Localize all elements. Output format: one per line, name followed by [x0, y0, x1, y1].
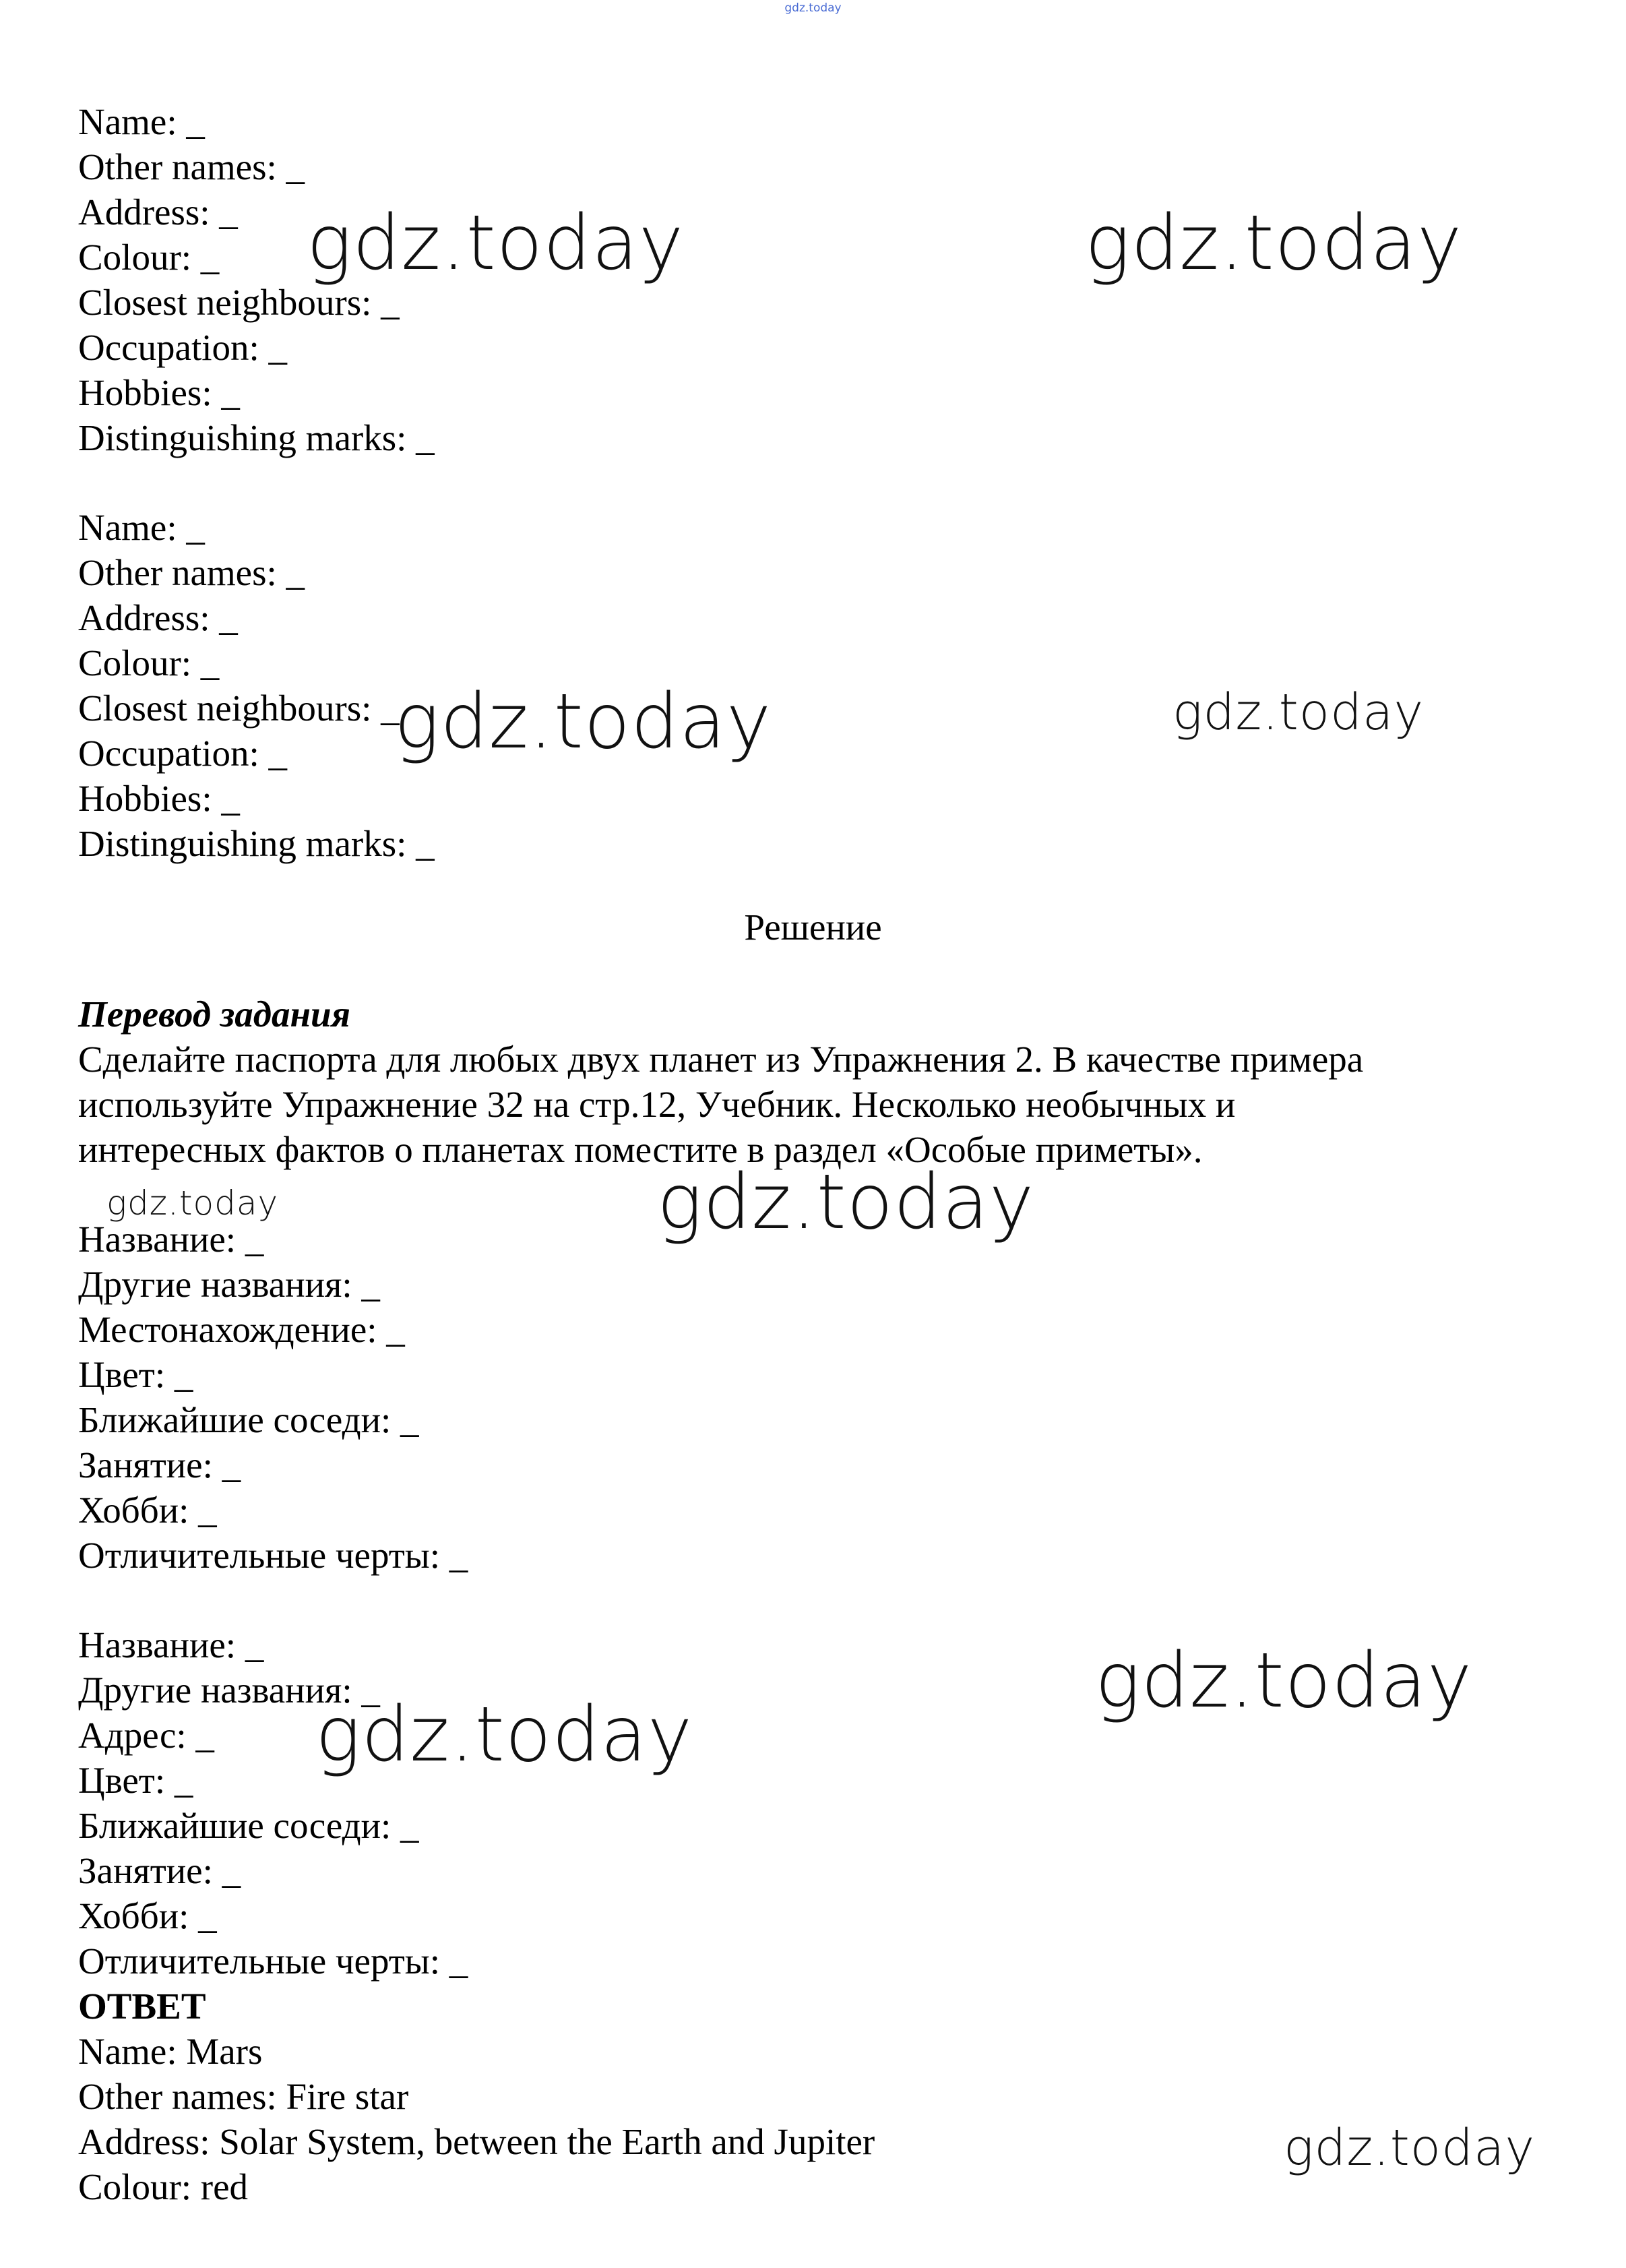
translation-line-1: Сделайте паспорта для любых двух планет из Упражнения 2. В качестве примера — [78, 1039, 1364, 1080]
field-hobbies: Hobbies: _ — [78, 372, 240, 413]
field-neighbours-ru: Ближайшие соседи: _ — [78, 1805, 419, 1846]
field-neighbours-ru: Ближайшие соседи: _ — [78, 1399, 419, 1440]
watermark: gdz.today — [657, 1159, 1035, 1246]
watermark: gdz.today — [106, 1184, 279, 1223]
field-other-names-ru: Другие названия: _ — [78, 1669, 380, 1711]
field-colour-ru: Цвет: _ — [78, 1354, 193, 1395]
field-marks-ru: Отличительные черты: _ — [78, 1940, 468, 1982]
field-colour-ru: Цвет: _ — [78, 1760, 193, 1801]
solution-heading: Решение — [744, 907, 882, 948]
watermark: gdz.today — [315, 1691, 693, 1779]
field-colour: Colour: _ — [78, 237, 220, 278]
field-other-names: Other names: _ — [78, 552, 305, 593]
translation-line-3: интересных фактов о планетах поместите в раздел «Особые приметы». — [78, 1129, 1203, 1170]
watermark: gdz.today — [394, 678, 772, 766]
field-closest-neighbours: Closest neighbours: _ — [78, 282, 400, 323]
translation-line-2: используйте Упражнение 32 на стр.12, Учебник. Несколько необычных и — [78, 1084, 1236, 1125]
field-other-names: Other names: _ — [78, 146, 305, 187]
answer-address: Address: Solar System, between the Earth and Jupiter — [78, 2121, 875, 2162]
field-marks-ru: Отличительные черты: _ — [78, 1535, 468, 1576]
field-address-ru: Адрес: _ — [78, 1715, 214, 1756]
field-colour: Colour: _ — [78, 642, 220, 683]
field-name-ru: Название: _ — [78, 1219, 264, 1260]
field-occupation-ru: Занятие: _ — [78, 1444, 241, 1485]
watermark: gdz.today — [1095, 1637, 1473, 1725]
field-closest-neighbours: Closest neighbours: _ — [78, 687, 400, 729]
field-occupation: Occupation: _ — [78, 733, 288, 774]
watermark: gdz.today — [1085, 200, 1463, 287]
field-distinguishing-marks: Distinguishing marks: _ — [78, 823, 435, 864]
watermark: gdz.today — [307, 200, 685, 287]
watermark: gdz.today — [1172, 683, 1425, 741]
field-distinguishing-marks: Distinguishing marks: _ — [78, 417, 435, 458]
field-hobbies-ru: Хобби: _ — [78, 1490, 217, 1531]
field-name: Name: _ — [78, 101, 205, 142]
top-watermark: gdz.today — [784, 1, 842, 15]
field-hobbies-ru: Хобби: _ — [78, 1895, 217, 1936]
field-address: Address: _ — [78, 597, 238, 638]
answer-other-names: Other names: Fire star — [78, 2076, 409, 2117]
watermark: gdz.today — [1284, 2119, 1536, 2177]
field-address: Address: _ — [78, 191, 238, 233]
translation-heading: Перевод задания — [78, 993, 350, 1035]
field-name-ru: Название: _ — [78, 1624, 264, 1665]
answer-colour: Colour: red — [78, 2166, 249, 2207]
field-occupation: Occupation: _ — [78, 327, 288, 368]
field-occupation-ru: Занятие: _ — [78, 1850, 241, 1891]
field-location-ru: Местонахождение: _ — [78, 1309, 405, 1350]
field-hobbies: Hobbies: _ — [78, 778, 240, 819]
field-other-names-ru: Другие названия: _ — [78, 1264, 380, 1305]
answer-name: Name: Mars — [78, 2031, 263, 2072]
field-name: Name: _ — [78, 507, 205, 548]
answer-heading: ОТВЕТ — [78, 1986, 206, 2027]
